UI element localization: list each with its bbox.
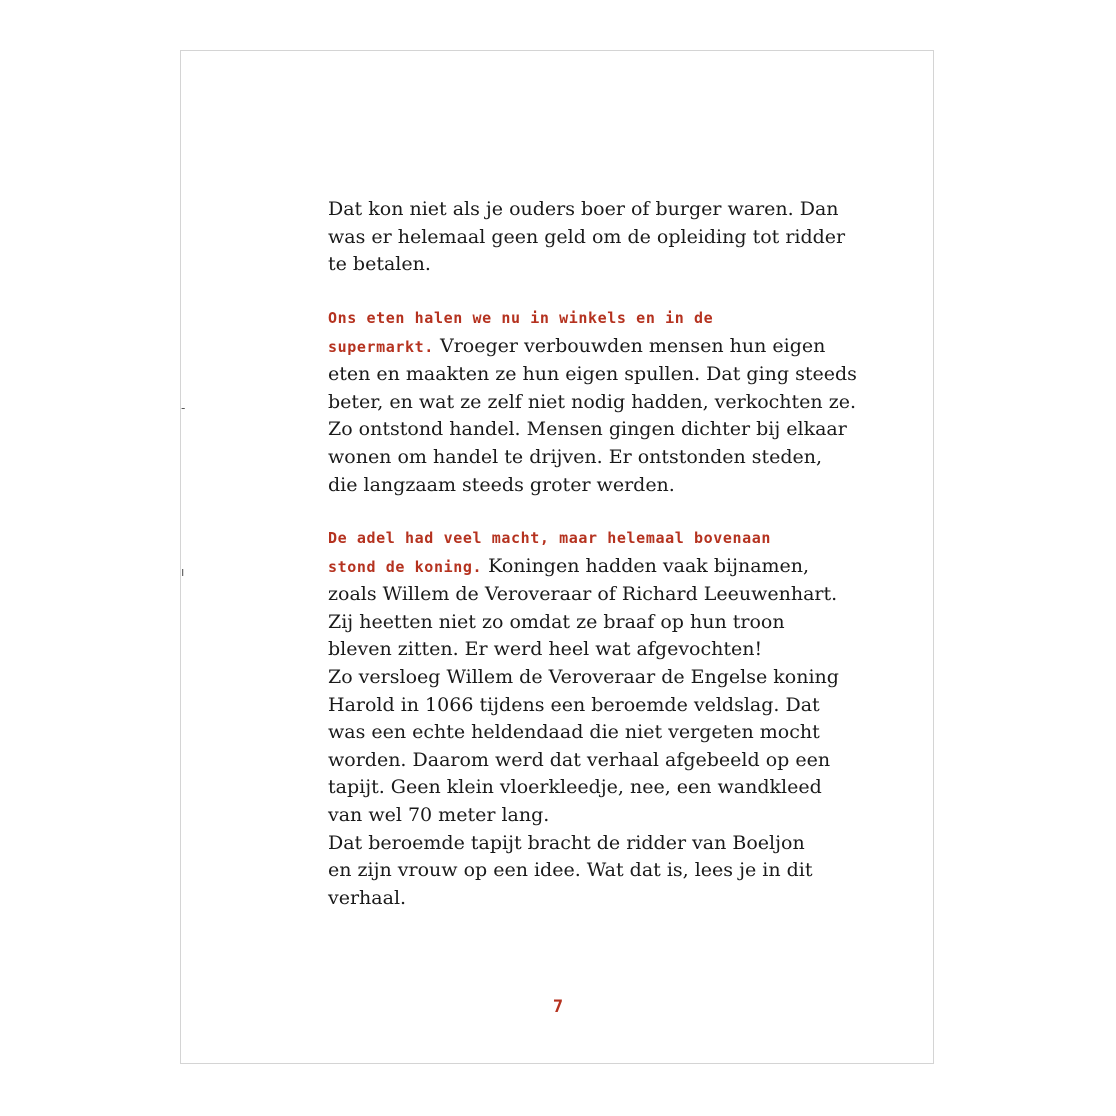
text-line: Zij heetten niet zo omdat ze braaf op hun troon [328,610,785,633]
text-line: en zijn vrouw op een idee. Wat dat is, lees je in dit [328,859,813,882]
text-line: verhaal. [328,886,407,909]
text-line: van wel 70 meter lang. [328,803,550,826]
text-line: Dat beroemde tapijt bracht de ridder van Boeljon [328,831,805,854]
text-line: Vroeger verbouwden mensen hun eigen [433,334,826,357]
text-line: was er helemaal geen geld om de opleiding tot ridder [328,225,846,248]
text-line: Harold in 1066 tijdens een beroemde veldslag. Dat [328,693,820,716]
text-line: beter, en wat ze zelf niet nodig hadden, verkochten ze. [328,390,856,413]
text-line: wonen om handel te drijven. Er ontstonden steden, [328,445,823,468]
text-line: Koningen hadden vaak bijnamen, [482,554,810,577]
text-line: tapijt. Geen klein vloerkleedje, nee, een wandkleed [328,776,822,799]
text-line: zoals Willem de Veroveraar of Richard Leeuwenhart. [328,583,838,606]
text-line: Dat kon niet als je ouders boer of burger waren. Dan [328,198,839,220]
text-line: te betalen. [328,253,431,276]
paragraph-2 [328,305,857,499]
text-line: Zo ontstond handel. Mensen gingen dichter bij elkaar [328,418,847,441]
text-line: Zo versloeg Willem de Veroveraar de Engelse koning [328,665,839,688]
text-line: worden. Daarom werd dat verhaal afgebeeld op een [328,748,831,771]
text-line: bleven zitten. Er werd heel wat afgevochten! [328,638,763,661]
text-line: was een echte heldendaad die niet vergeten mocht [328,721,820,744]
book-page [180,50,934,1064]
margin-mark: ı [181,565,185,579]
paragraph-3 [328,525,839,912]
highlight-line: stond de koning. [328,557,483,576]
highlight-line: Ons eten halen we nu in winkels en in de [328,309,714,327]
margin-mark: - [181,401,186,415]
highlight-line: supermarkt. [328,337,434,356]
text-line: eten en maakten ze hun eigen spullen. Dat ging steeds [328,363,857,386]
text-line: die langzaam steeds groter werden. [328,473,675,496]
paragraph-1 [328,196,846,279]
page-number: 7 [552,997,564,1017]
highlight-line: De adel had veel macht, maar helemaal bovenaan [328,529,772,547]
